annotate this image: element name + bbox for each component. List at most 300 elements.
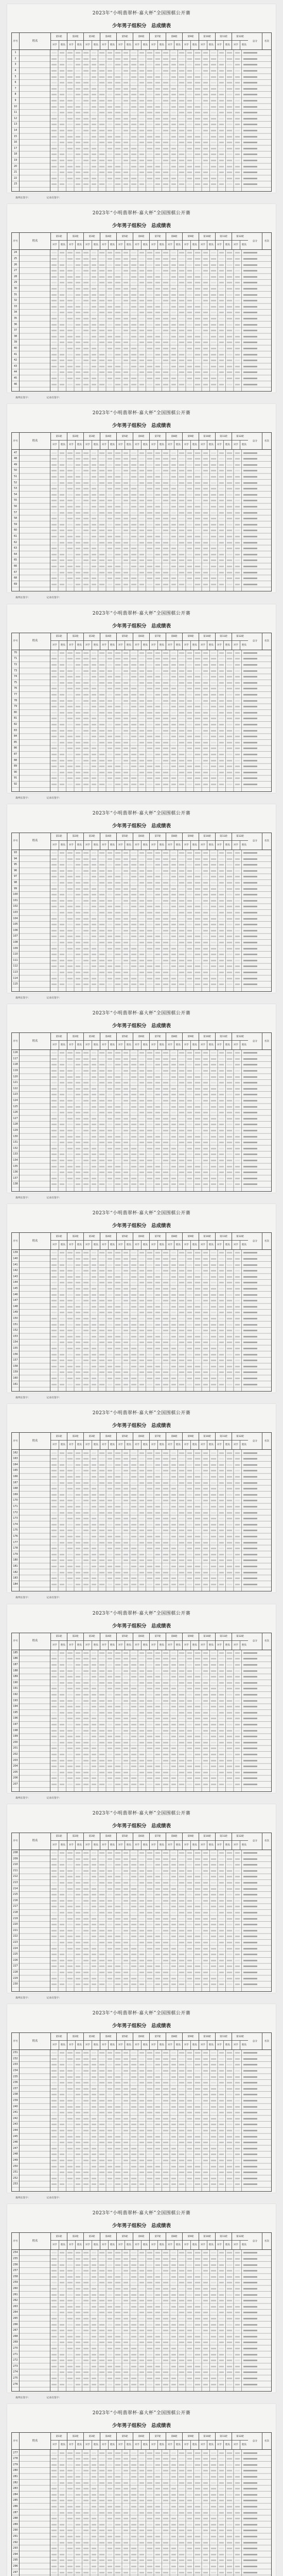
result-cell bbox=[139, 264, 145, 266]
result-cell bbox=[187, 94, 192, 95]
row-number: 99 bbox=[12, 888, 19, 890]
round-results bbox=[50, 82, 241, 83]
result-cell bbox=[108, 88, 113, 90]
result-cell bbox=[227, 288, 232, 290]
result-cell bbox=[51, 276, 57, 278]
result-cell bbox=[171, 154, 176, 155]
result-cell bbox=[139, 258, 145, 260]
result-cell bbox=[99, 106, 104, 108]
row-number: 71 bbox=[12, 657, 19, 660]
table-row bbox=[12, 98, 271, 104]
result-cell bbox=[203, 148, 208, 149]
result-cell bbox=[211, 136, 216, 138]
result-cell bbox=[219, 288, 224, 290]
row-number: 125 bbox=[12, 1106, 19, 1108]
result-cell bbox=[195, 160, 200, 161]
result-cell bbox=[163, 106, 168, 108]
result-cell bbox=[123, 166, 129, 167]
result-cell bbox=[67, 112, 73, 113]
result-cell bbox=[227, 154, 232, 155]
result-cell bbox=[227, 88, 232, 90]
header-sub-label: 胜负 bbox=[75, 440, 83, 449]
row-number: 131 bbox=[12, 1141, 19, 1144]
row-number: 28 bbox=[12, 276, 19, 278]
result-cell bbox=[195, 183, 200, 185]
header-round-label: 第5轮 bbox=[117, 833, 133, 841]
header-sub-label: 对手 bbox=[150, 241, 157, 249]
result-cell bbox=[92, 52, 97, 54]
result-cell bbox=[171, 94, 176, 95]
header-sub-label: 胜负 bbox=[190, 841, 199, 850]
result-cell bbox=[115, 264, 120, 266]
result-cell bbox=[51, 172, 57, 173]
round-results bbox=[50, 312, 241, 313]
table-row bbox=[12, 128, 271, 134]
result-cell bbox=[219, 70, 224, 72]
result-cell bbox=[76, 88, 81, 90]
round-results bbox=[50, 300, 241, 301]
header-name: 姓名 bbox=[20, 433, 51, 449]
result-cell bbox=[147, 178, 152, 179]
result-cell bbox=[211, 106, 216, 108]
header-sub-label: 胜负 bbox=[207, 841, 215, 850]
header-sub-label: 胜负 bbox=[92, 641, 100, 650]
result-cell bbox=[139, 154, 145, 155]
header-sub-label: 对手 bbox=[100, 641, 108, 650]
row-number: 40 bbox=[12, 347, 19, 350]
row-number: 29 bbox=[12, 281, 19, 284]
result-cell bbox=[67, 178, 73, 179]
result-cell bbox=[163, 118, 168, 120]
result-cell bbox=[92, 178, 97, 179]
result-cell bbox=[123, 64, 129, 65]
header-sub-label: 对手 bbox=[133, 440, 141, 449]
row-number: 9 bbox=[12, 99, 19, 102]
result-cell bbox=[227, 136, 232, 138]
result-cell bbox=[171, 294, 176, 296]
result-cell bbox=[195, 82, 200, 83]
row-number: 89 bbox=[12, 765, 19, 768]
row-number: 126 bbox=[12, 1111, 19, 1114]
result-cell bbox=[195, 58, 200, 60]
header-sub-label: 胜负 bbox=[223, 241, 232, 249]
header-sub-label: 对手 bbox=[84, 41, 92, 49]
header-sub-label: 胜负 bbox=[59, 41, 67, 49]
header-round-label: 第6轮 bbox=[133, 433, 149, 440]
result-cell bbox=[83, 312, 89, 313]
header-name: 姓名 bbox=[20, 233, 51, 249]
row-number: 92 bbox=[12, 783, 19, 786]
result-cell bbox=[51, 183, 57, 185]
result-cell bbox=[203, 142, 208, 143]
result-cell bbox=[115, 294, 120, 296]
result-cell bbox=[179, 288, 184, 290]
sheet-subtitle: 少年男子组积分 总成绩表 bbox=[7, 421, 276, 428]
result-cell bbox=[227, 52, 232, 54]
result-cell bbox=[139, 294, 145, 296]
result-cell bbox=[108, 258, 113, 260]
row-number: 120 bbox=[12, 1076, 19, 1078]
row-number: 18 bbox=[12, 153, 19, 156]
result-cell bbox=[203, 106, 208, 108]
result-cell bbox=[51, 258, 57, 260]
header-sub-label: 胜负 bbox=[207, 440, 215, 449]
result-cell bbox=[155, 154, 161, 155]
result-cell bbox=[171, 76, 176, 78]
row-number: 108 bbox=[12, 941, 19, 944]
table-row bbox=[12, 292, 271, 298]
result-cell bbox=[131, 166, 136, 167]
header-sub-label: 对手 bbox=[199, 641, 207, 650]
result-cell bbox=[108, 130, 113, 131]
round-results bbox=[50, 142, 241, 143]
header-sub-label: 胜负 bbox=[157, 1041, 166, 1049]
result-cell bbox=[227, 112, 232, 113]
result-cell bbox=[115, 183, 120, 185]
header-round-label: 第10轮 bbox=[199, 233, 215, 241]
result-cell bbox=[131, 294, 136, 296]
header-rank: 名次 bbox=[262, 433, 271, 449]
result-cell bbox=[171, 118, 176, 120]
result-cell bbox=[219, 76, 224, 78]
table-row bbox=[12, 74, 271, 80]
result-cell bbox=[51, 142, 57, 143]
result-cell bbox=[92, 82, 97, 83]
result-cell bbox=[67, 264, 73, 266]
sheet-title: 2023年“小明翡翠杯·嘉大杯”全国围棋公开赛 bbox=[7, 1004, 276, 1016]
result-cell bbox=[131, 64, 136, 65]
result-cell bbox=[147, 160, 152, 161]
result-cell bbox=[108, 270, 113, 272]
total-cell bbox=[243, 52, 257, 54]
header-sub-label: 对手 bbox=[183, 1041, 190, 1049]
result-cell bbox=[92, 312, 97, 313]
result-cell bbox=[235, 64, 240, 65]
header-sub-label: 对手 bbox=[199, 1241, 207, 1249]
result-cell bbox=[108, 58, 113, 60]
result-cell bbox=[235, 52, 240, 54]
result-cell bbox=[171, 82, 176, 83]
row-number: 110 bbox=[12, 953, 19, 956]
result-cell bbox=[51, 288, 57, 290]
header-sub-label: 胜负 bbox=[125, 841, 133, 850]
result-cell bbox=[179, 52, 184, 54]
row-number: 12 bbox=[12, 117, 19, 120]
result-cell bbox=[179, 270, 184, 272]
result-cell bbox=[51, 88, 57, 90]
header-round bbox=[51, 33, 67, 49]
result-cell bbox=[195, 130, 200, 131]
result-cell bbox=[76, 294, 81, 296]
row-number: 119 bbox=[12, 1070, 19, 1072]
result-cell bbox=[179, 124, 184, 125]
header-sub-label: 对手 bbox=[232, 440, 240, 449]
result-cell bbox=[115, 148, 120, 149]
header-round-label: 第11轮 bbox=[216, 1033, 232, 1041]
header-total: 总分 bbox=[248, 33, 262, 49]
header-sub-label: 胜负 bbox=[190, 1041, 199, 1049]
total-cell bbox=[243, 94, 257, 95]
header-number: 序号 bbox=[12, 633, 20, 650]
header-rank: 名次 bbox=[262, 1033, 271, 1049]
total-cell bbox=[243, 70, 257, 72]
result-cell bbox=[99, 178, 104, 179]
result-cell bbox=[187, 58, 192, 60]
result-cell bbox=[163, 76, 168, 78]
header-sub-label: 对手 bbox=[150, 841, 157, 850]
result-cell bbox=[163, 142, 168, 143]
header-round-label: 第9轮 bbox=[183, 233, 199, 241]
header-sub-label: 胜负 bbox=[174, 41, 182, 49]
row-number: 98 bbox=[12, 882, 19, 884]
header-round-label: 第5轮 bbox=[117, 233, 133, 241]
result-cell bbox=[83, 112, 89, 113]
result-cell bbox=[211, 52, 216, 54]
result-cell bbox=[131, 160, 136, 161]
result-cell bbox=[163, 264, 168, 266]
result-cell bbox=[139, 166, 145, 167]
result-cell bbox=[83, 178, 89, 179]
result-cell bbox=[76, 124, 81, 125]
result-cell bbox=[203, 112, 208, 113]
result-cell bbox=[203, 178, 208, 179]
total-cell bbox=[243, 124, 257, 125]
header-round bbox=[183, 233, 199, 249]
result-cell bbox=[187, 88, 192, 90]
header-sub-label: 对手 bbox=[133, 41, 141, 49]
result-cell bbox=[67, 300, 73, 301]
result-cell bbox=[131, 124, 136, 125]
row-number: 19 bbox=[12, 159, 19, 162]
result-cell bbox=[51, 166, 57, 167]
result-cell bbox=[123, 118, 129, 120]
result-cell bbox=[83, 118, 89, 120]
result-cell bbox=[139, 282, 145, 283]
header-round-label: 第11轮 bbox=[216, 833, 232, 841]
row-number: 39 bbox=[12, 341, 19, 344]
result-cell bbox=[76, 82, 81, 83]
total-cell bbox=[243, 172, 257, 173]
result-cell bbox=[203, 118, 208, 120]
header-round-label: 第4轮 bbox=[100, 1233, 116, 1241]
result-cell bbox=[179, 294, 184, 296]
row-number: 30 bbox=[12, 287, 19, 290]
result-cell bbox=[211, 154, 216, 155]
results-table bbox=[11, 232, 272, 392]
round-results bbox=[50, 70, 241, 72]
result-cell bbox=[235, 94, 240, 95]
header-sub-label: 胜负 bbox=[174, 1041, 182, 1049]
result-cell bbox=[99, 136, 104, 138]
result-cell bbox=[115, 58, 120, 60]
header-round-label: 第9轮 bbox=[183, 833, 199, 841]
header-sub-label: 对手 bbox=[166, 1041, 174, 1049]
header-round-label: 第7轮 bbox=[150, 1033, 166, 1041]
header-sub-label: 对手 bbox=[166, 841, 174, 850]
header-round bbox=[84, 33, 100, 49]
result-cell bbox=[171, 112, 176, 113]
result-cell bbox=[219, 88, 224, 90]
row-number: 133 bbox=[12, 1153, 19, 1156]
header-round-label: 第12轮 bbox=[232, 433, 248, 440]
result-cell bbox=[219, 178, 224, 179]
result-cell bbox=[235, 148, 240, 149]
row-number: 115 bbox=[12, 983, 19, 986]
result-cell bbox=[139, 100, 145, 101]
result-cell bbox=[108, 300, 113, 301]
result-cell bbox=[115, 270, 120, 272]
result-cell bbox=[67, 258, 73, 260]
row-number: 15 bbox=[12, 135, 19, 138]
result-cell bbox=[163, 306, 168, 308]
header-round-label: 第2轮 bbox=[67, 633, 83, 641]
result-cell bbox=[219, 148, 224, 149]
result-cell bbox=[131, 288, 136, 290]
result-cell bbox=[219, 52, 224, 54]
result-cell bbox=[195, 70, 200, 72]
result-cell bbox=[227, 70, 232, 72]
result-cell bbox=[219, 172, 224, 173]
row-number: 35 bbox=[12, 317, 19, 320]
result-cell bbox=[139, 276, 145, 278]
header-round-label: 第10轮 bbox=[199, 833, 215, 841]
result-cell bbox=[171, 88, 176, 90]
result-cell bbox=[195, 106, 200, 108]
header-sub-label: 胜负 bbox=[190, 1241, 199, 1249]
row-number: 21 bbox=[12, 171, 19, 174]
header-sub-label: 胜负 bbox=[223, 440, 232, 449]
header-round-label: 第10轮 bbox=[199, 33, 215, 41]
result-cell bbox=[163, 136, 168, 138]
row-number: 103 bbox=[12, 911, 19, 914]
result-cell bbox=[76, 76, 81, 78]
total-cell bbox=[243, 183, 257, 185]
result-cell bbox=[147, 118, 152, 120]
result-cell bbox=[67, 142, 73, 143]
result-cell bbox=[60, 312, 65, 313]
sheet-title: 2023年“小明翡翠杯·嘉大杯”全国围棋公开赛 bbox=[7, 404, 276, 416]
header-sub-label: 胜负 bbox=[141, 641, 149, 650]
result-cell bbox=[51, 70, 57, 72]
result-cell bbox=[123, 270, 129, 272]
result-cell bbox=[179, 88, 184, 90]
result-cell bbox=[235, 160, 240, 161]
result-cell bbox=[219, 258, 224, 260]
result-cell bbox=[123, 300, 129, 301]
row-number: 78 bbox=[12, 700, 19, 702]
header-sub-label: 对手 bbox=[183, 641, 190, 650]
row-number: 60 bbox=[12, 529, 19, 532]
result-cell bbox=[195, 88, 200, 90]
result-cell bbox=[67, 294, 73, 296]
result-cell bbox=[163, 276, 168, 278]
round-results bbox=[50, 172, 241, 173]
row-number: 88 bbox=[12, 759, 19, 762]
header-sub-label: 对手 bbox=[51, 241, 59, 249]
result-cell bbox=[155, 112, 161, 113]
result-cell bbox=[235, 183, 240, 185]
result-cell bbox=[235, 118, 240, 120]
result-cell bbox=[51, 106, 57, 108]
header-sub-label: 胜负 bbox=[240, 41, 248, 49]
result-cell bbox=[115, 70, 120, 72]
header-sub-label: 对手 bbox=[232, 1241, 240, 1249]
header-sub-label: 对手 bbox=[166, 1241, 174, 1249]
result-cell bbox=[179, 136, 184, 138]
result-cell bbox=[195, 94, 200, 95]
result-cell bbox=[123, 148, 129, 149]
result-cell bbox=[60, 172, 65, 173]
header-round-label: 第1轮 bbox=[51, 1233, 67, 1241]
sheet-subtitle: 少年男子组积分 总成绩表 bbox=[7, 222, 276, 228]
header-round-label: 第7轮 bbox=[150, 33, 166, 41]
result-cell bbox=[67, 172, 73, 173]
table-row bbox=[12, 304, 271, 310]
result-cell bbox=[67, 276, 73, 278]
header-total: 总分 bbox=[248, 633, 262, 650]
row-number: 112 bbox=[12, 965, 19, 968]
header-sub-label: 对手 bbox=[199, 41, 207, 49]
result-cell bbox=[60, 106, 65, 108]
result-cell bbox=[147, 82, 152, 83]
row-number: 111 bbox=[12, 959, 19, 962]
result-cell bbox=[163, 100, 168, 101]
header-round-label: 第8轮 bbox=[166, 1033, 182, 1041]
table-header bbox=[11, 232, 272, 249]
result-cell bbox=[203, 306, 208, 308]
header-total: 总分 bbox=[248, 1233, 262, 1249]
header-sub-label: 对手 bbox=[84, 440, 92, 449]
result-cell bbox=[187, 166, 192, 167]
result-cell bbox=[147, 70, 152, 72]
result-cell bbox=[155, 106, 161, 108]
header-sub-label: 对手 bbox=[199, 1041, 207, 1049]
row-number: 130 bbox=[12, 1136, 19, 1138]
result-cell bbox=[139, 172, 145, 173]
result-cell bbox=[83, 183, 89, 185]
result-cell bbox=[235, 258, 240, 260]
result-cell bbox=[235, 166, 240, 167]
result-cell bbox=[131, 282, 136, 283]
result-cell bbox=[83, 258, 89, 260]
result-cell bbox=[51, 64, 57, 65]
result-cell bbox=[51, 94, 57, 95]
row-number: 117 bbox=[12, 1058, 19, 1060]
row-number: 129 bbox=[12, 1129, 19, 1132]
result-cell bbox=[227, 300, 232, 301]
row-number: 136 bbox=[12, 1171, 19, 1174]
result-cell bbox=[92, 306, 97, 308]
result-cell bbox=[195, 112, 200, 113]
result-cell bbox=[60, 52, 65, 54]
result-cell bbox=[139, 183, 145, 185]
result-cell bbox=[115, 82, 120, 83]
result-cell bbox=[60, 252, 65, 253]
row-number: 3 bbox=[12, 63, 19, 66]
result-cell bbox=[227, 130, 232, 131]
result-cell bbox=[211, 88, 216, 90]
result-cell bbox=[219, 82, 224, 83]
result-cell bbox=[203, 166, 208, 167]
row-number: 43 bbox=[12, 365, 19, 368]
header-name: 姓名 bbox=[20, 33, 51, 49]
header-sub-label: 对手 bbox=[150, 1041, 157, 1049]
table-row bbox=[12, 68, 271, 74]
table-row bbox=[12, 110, 271, 116]
result-cell bbox=[235, 124, 240, 125]
result-cell bbox=[123, 264, 129, 266]
total-cell bbox=[243, 142, 257, 143]
